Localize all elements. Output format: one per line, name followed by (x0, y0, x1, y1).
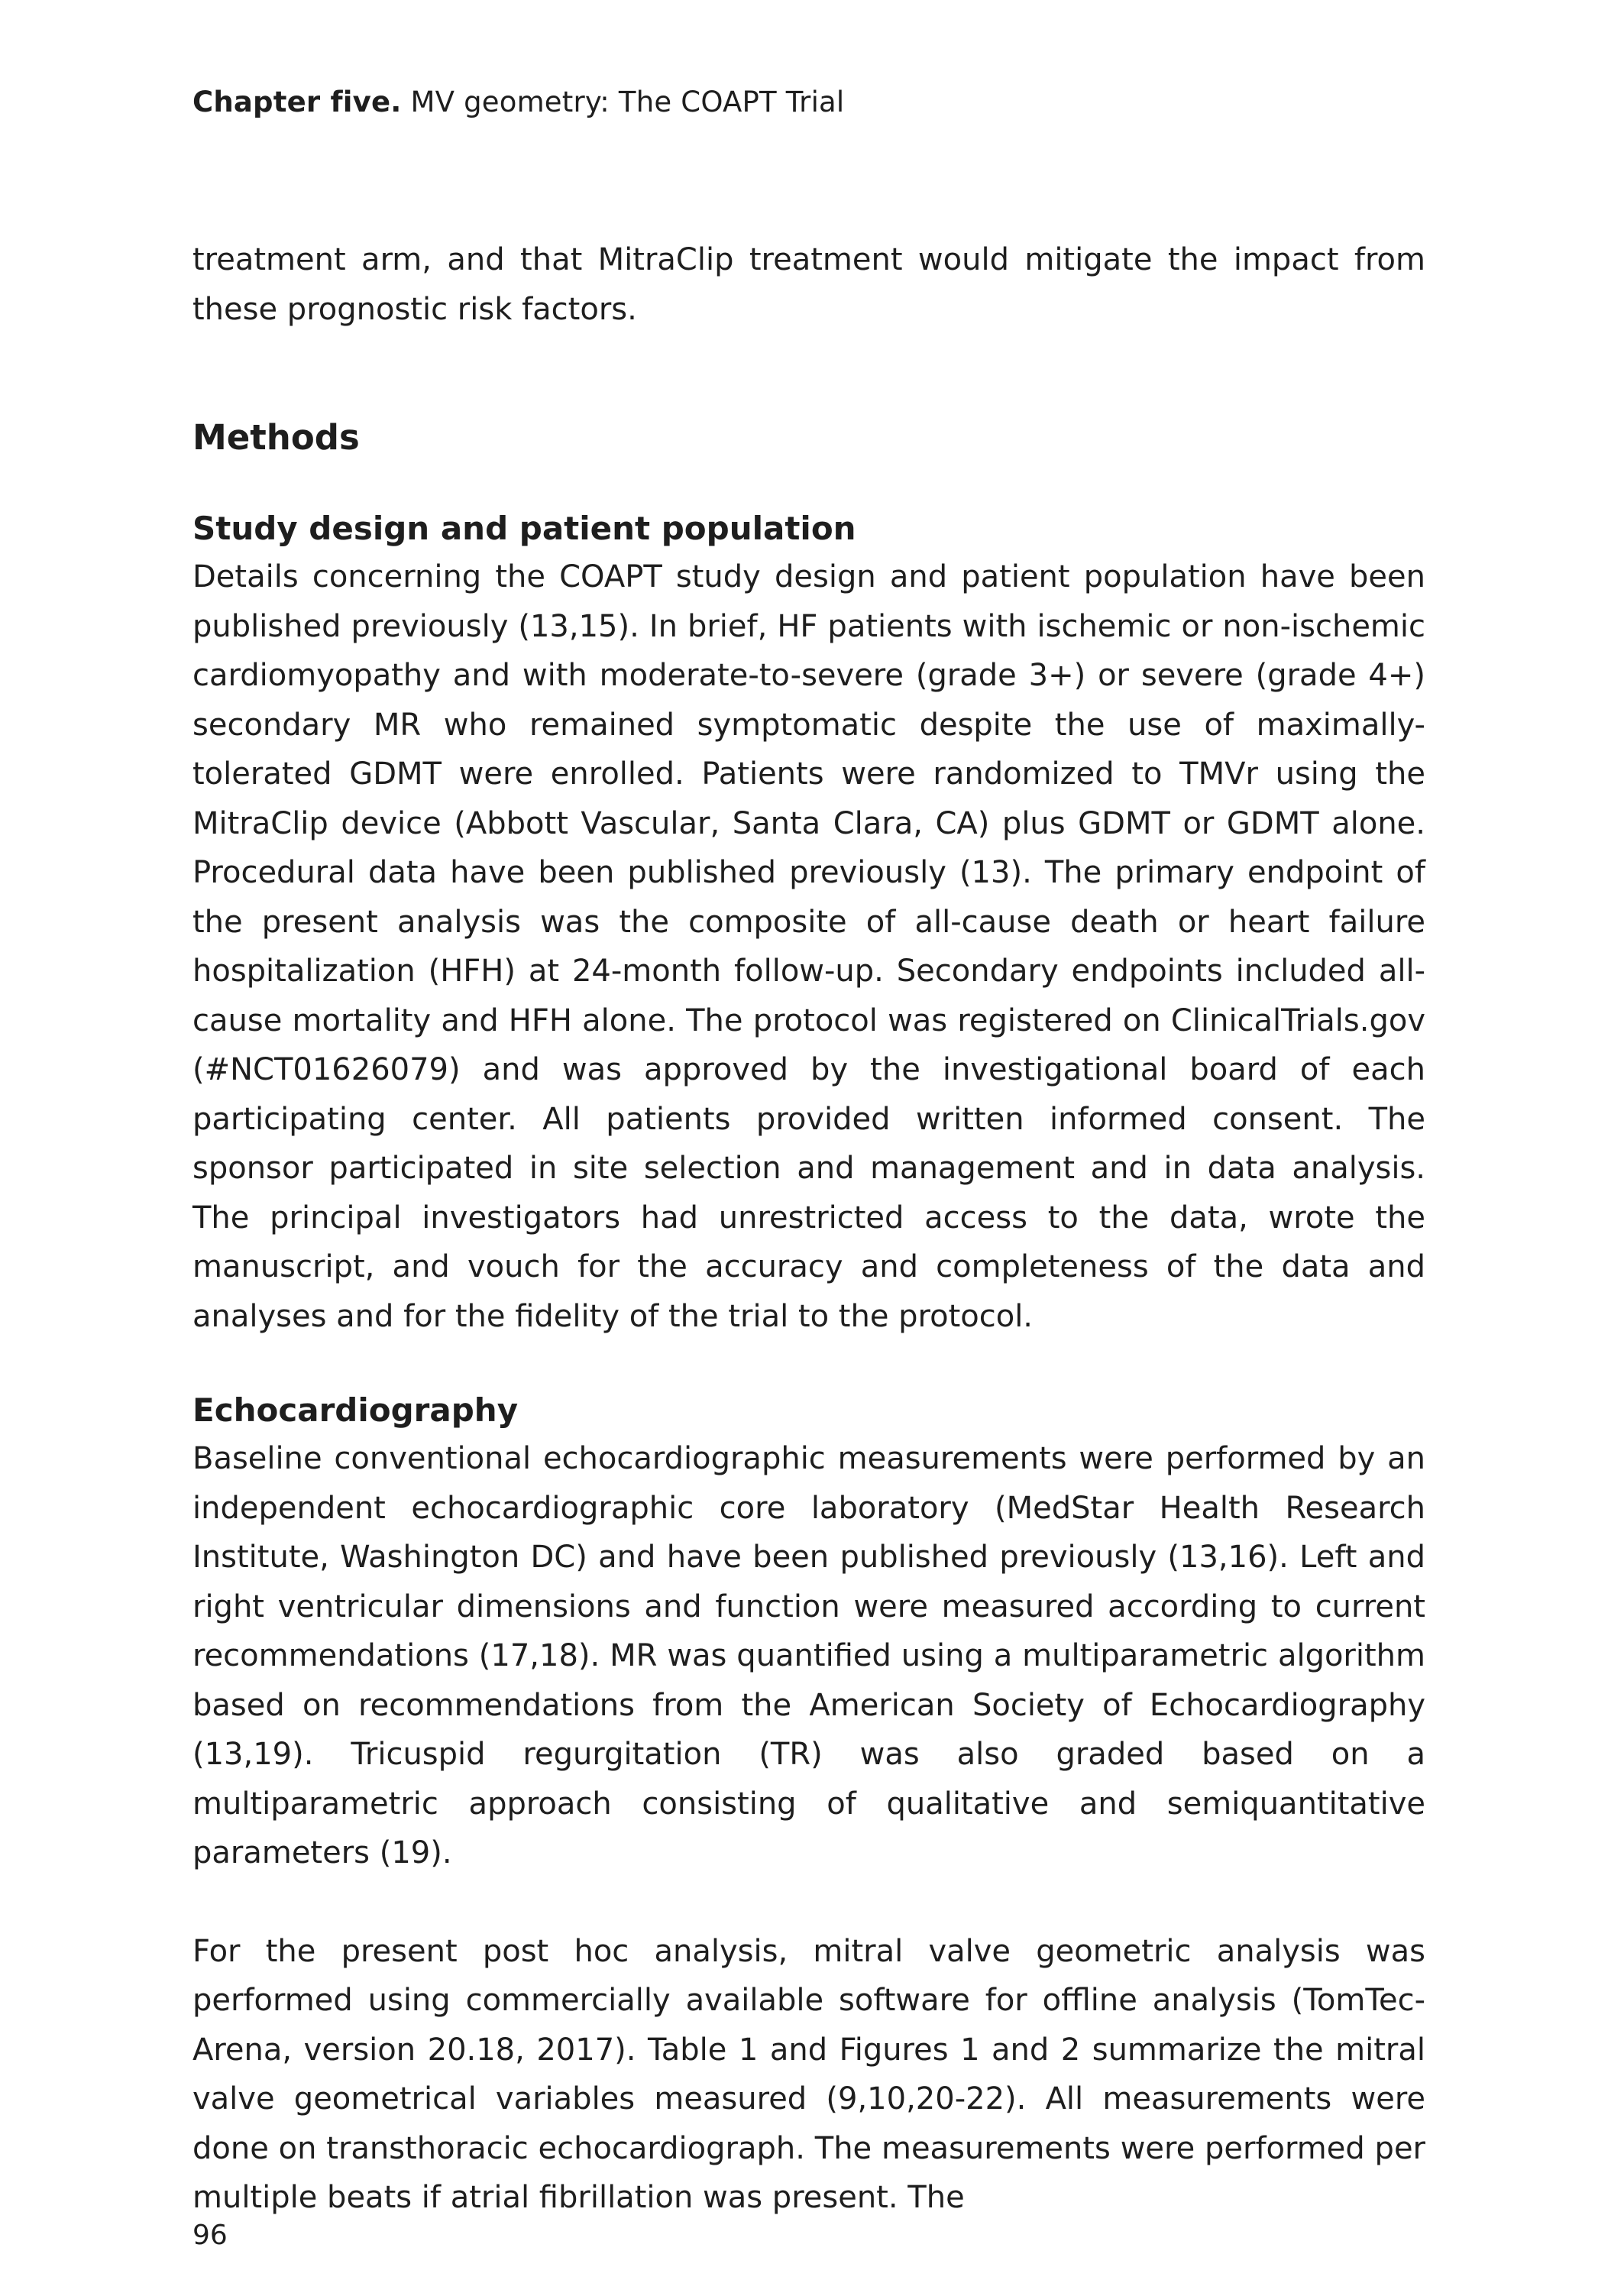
chapter-label: Chapter five. (192, 86, 402, 118)
echocardiography-paragraph: Baseline conventional echocardiographic measurements were performed by an independent echocardiographic core laboratory (MedStar Health Research Institute, Washington DC) and have been published previously (13,16). Left and right ventricular dimensions and function were measured according to current recommendations (17,18). MR was quantified using a multiparametric algorithm based on recommendations from the American Society of Echocardiography (13,19). Tricuspid regurgitation (TR) was also graded based on a multiparametric approach consisting of qualitative and semiquantitative parameters (19). (192, 1441, 1425, 1870)
running-header (192, 86, 844, 118)
geometric-analysis-paragraph: For the present post hoc analysis, mitral valve geometric analysis was performed using commercially available software for offline analysis (TomTec-Arena, version 20.18, 2017). Table 1 and Figures 1 and 2 summarize the mitral valve geometrical variables measured (9,10,20-22). All measurements were done on transthoracic echocardiograph. The measurements were performed per multiple beats if atrial fibrillation was present. The (192, 1933, 1425, 2215)
intro-paragraph: treatment arm, and that MitraClip treatment would mitigate the impact from these prognostic risk factors. (192, 242, 1425, 327)
study-design-paragraph: Details concerning the COAPT study design and patient population have been published previously (13,15). In brief, HF patients with ischemic or non-ischemic cardiomyopathy and with moderate-to-severe (grade 3+) or severe (grade 4+) secondary MR who remained symptomatic despite the use of maximally-tolerated GDMT were enrolled. Patients were randomized to TMVr using the MitraClip device (Abbott Vascular, Santa Clara, CA) plus GDMT or GDMT alone. Procedural data have been published previously (13). The primary endpoint of the present analysis was the composite of all-cause death or heart failure hospitalization (HFH) at 24-month follow-up. Secondary endpoints included all-cause mortality and HFH alone. The protocol was registered on ClinicalTrials.gov (#NCT01626079) and was approved by the investigational board of each participating center. All patients provided written informed consent. The sponsor participated in site selection and management and in data analysis. The principal investigators had unrestricted access to the data, wrote the manuscript, and vouch for the accuracy and completeness of the data and analyses and for the fidelity of the trial to the protocol. (192, 559, 1425, 1334)
page-body (192, 235, 1425, 2223)
page-number: 96 (192, 2220, 228, 2251)
study-design-heading: Study design and patient population (192, 510, 856, 547)
echocardiography-heading: Echocardiography (192, 1391, 519, 1429)
methods-heading: Methods (192, 417, 360, 458)
chapter-title: MV geometry: The COAPT Trial (410, 86, 845, 118)
